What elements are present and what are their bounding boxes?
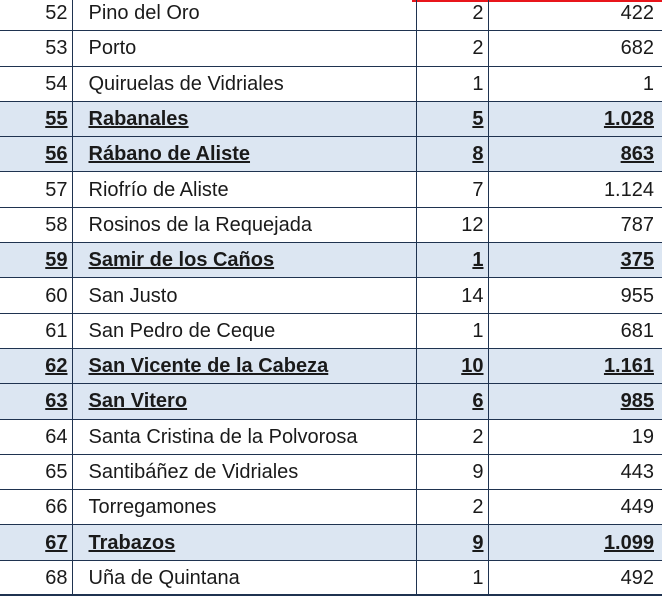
population-text: 681 <box>620 319 654 342</box>
municipality-name-cell[interactable] <box>72 490 416 525</box>
municipality-name-text: Porto <box>88 37 137 60</box>
row-number-text: 60 <box>45 284 68 307</box>
count-cell[interactable] <box>416 243 488 278</box>
population-cell[interactable] <box>488 137 662 172</box>
table-row <box>0 101 662 136</box>
row-number-text: 59 <box>45 249 68 272</box>
table-row <box>0 348 662 383</box>
population-text: 955 <box>620 284 654 307</box>
count-cell[interactable] <box>416 384 488 419</box>
count-text: 6 <box>472 390 484 413</box>
row-number-cell[interactable] <box>0 243 72 278</box>
municipality-name-text: Rabanales <box>88 108 189 131</box>
population-cell[interactable] <box>488 172 662 207</box>
row-number-text: 54 <box>45 72 68 95</box>
row-number-cell[interactable] <box>0 525 72 560</box>
population-cell[interactable] <box>488 207 662 242</box>
count-cell[interactable] <box>416 278 488 313</box>
municipality-name-text: Samir de los Caños <box>88 249 275 272</box>
municipality-name-text: Santibáñez de Vidriales <box>88 461 299 483</box>
table-row <box>0 384 662 419</box>
table-row <box>0 454 662 489</box>
municipality-name-cell[interactable] <box>72 313 416 348</box>
row-number-cell[interactable] <box>0 66 72 101</box>
population-text: 422 <box>620 2 654 25</box>
row-number-text: 65 <box>45 461 68 483</box>
count-text: 2 <box>472 425 484 448</box>
row-number-text: 61 <box>45 319 68 342</box>
population-cell[interactable] <box>488 66 662 101</box>
row-number-text: 68 <box>45 566 68 589</box>
row-number-text: 66 <box>45 496 68 519</box>
table-row <box>0 525 662 560</box>
population-cell[interactable] <box>488 0 662 31</box>
table-row <box>0 490 662 525</box>
count-cell[interactable] <box>416 490 488 525</box>
row-number-cell[interactable] <box>0 278 72 313</box>
count-cell[interactable] <box>416 348 488 383</box>
population-cell[interactable] <box>488 313 662 348</box>
municipality-name-cell[interactable] <box>72 278 416 313</box>
row-number-cell[interactable] <box>0 0 72 31</box>
municipality-name-text: Uña de Quintana <box>88 566 240 589</box>
population-text: 492 <box>620 566 654 589</box>
municipality-name-text: San Pedro de Ceque <box>88 319 276 342</box>
row-number-text: 57 <box>45 178 68 201</box>
population-text: 985 <box>620 390 654 413</box>
table-row <box>0 560 662 595</box>
count-text: 12 <box>461 213 484 236</box>
municipality-name-text: San Vicente de la Cabeza <box>88 355 329 378</box>
table-row <box>0 172 662 207</box>
municipality-name-text: Riofrío de Aliste <box>88 178 229 201</box>
row-number-text: 62 <box>45 355 68 378</box>
population-cell[interactable] <box>488 278 662 313</box>
population-text: 19 <box>631 425 654 448</box>
population-text: 1.161 <box>603 355 654 378</box>
count-cell[interactable] <box>416 525 488 560</box>
table-row <box>0 419 662 454</box>
row-number-cell[interactable] <box>0 419 72 454</box>
row-number-text: 53 <box>45 37 68 60</box>
row-number-cell[interactable] <box>0 101 72 136</box>
population-text: 375 <box>620 249 654 272</box>
municipality-name-cell[interactable] <box>72 172 416 207</box>
municipality-name-text: Rábano de Aliste <box>88 143 251 166</box>
municipality-name-cell[interactable] <box>72 0 416 31</box>
table-row <box>0 313 662 348</box>
municipality-name-cell[interactable] <box>72 560 416 595</box>
count-text: 2 <box>472 37 484 60</box>
count-text: 5 <box>472 108 484 131</box>
municipality-name-cell[interactable] <box>72 348 416 383</box>
table-row <box>0 243 662 278</box>
population-text: 449 <box>620 496 654 519</box>
count-cell[interactable] <box>416 560 488 595</box>
count-cell[interactable] <box>416 313 488 348</box>
count-cell[interactable] <box>416 137 488 172</box>
population-text: 443 <box>620 461 654 483</box>
municipality-name-text: San Vitero <box>88 390 188 413</box>
table-row <box>0 0 662 31</box>
table-row <box>0 207 662 242</box>
row-number-cell[interactable] <box>0 31 72 66</box>
count-text: 10 <box>461 355 484 378</box>
municipality-name-cell[interactable] <box>72 525 416 560</box>
population-cell[interactable] <box>488 243 662 278</box>
municipality-name-cell[interactable] <box>72 454 416 489</box>
municipality-name-cell[interactable] <box>72 137 416 172</box>
population-text: 1.124 <box>603 178 654 201</box>
population-text: 863 <box>620 143 654 166</box>
count-text: 1 <box>472 72 484 95</box>
count-text: 1 <box>472 319 484 342</box>
population-cell[interactable] <box>488 560 662 595</box>
municipality-name-text: Quiruelas de Vidriales <box>88 72 284 95</box>
next-row-edge <box>0 594 662 600</box>
municipality-name-text: Trabazos <box>88 531 176 554</box>
count-cell[interactable] <box>416 207 488 242</box>
municipality-name-cell[interactable] <box>72 384 416 419</box>
municipality-name-cell[interactable] <box>72 66 416 101</box>
count-cell[interactable] <box>416 0 488 31</box>
row-number-text: 67 <box>45 531 68 554</box>
municipality-name-cell[interactable] <box>72 31 416 66</box>
population-cell[interactable] <box>488 348 662 383</box>
row-number-cell[interactable] <box>0 313 72 348</box>
table-row <box>0 31 662 66</box>
population-text: 1 <box>642 72 654 95</box>
municipality-name-cell[interactable] <box>72 243 416 278</box>
count-cell[interactable] <box>416 101 488 136</box>
population-text: 1.099 <box>603 531 654 554</box>
count-text: 2 <box>472 2 484 25</box>
count-cell[interactable] <box>416 454 488 489</box>
count-cell[interactable] <box>416 419 488 454</box>
count-cell[interactable] <box>416 172 488 207</box>
count-text: 14 <box>461 284 484 307</box>
count-text: 7 <box>472 178 484 201</box>
table-row <box>0 278 662 313</box>
count-text: 1 <box>472 566 484 589</box>
population-cell[interactable] <box>488 419 662 454</box>
municipality-name-cell[interactable] <box>72 101 416 136</box>
row-number-cell[interactable] <box>0 560 72 595</box>
population-cell[interactable] <box>488 490 662 525</box>
population-cell[interactable] <box>488 101 662 136</box>
row-number-cell[interactable] <box>0 207 72 242</box>
count-text: 1 <box>472 249 484 272</box>
municipality-name-cell[interactable] <box>72 207 416 242</box>
population-text: 787 <box>620 213 654 236</box>
municipality-name-text: San Justo <box>88 284 178 307</box>
population-text: 1.028 <box>603 108 654 131</box>
count-text: 8 <box>472 143 484 166</box>
population-text: 682 <box>620 37 654 60</box>
table-row <box>0 137 662 172</box>
row-number-cell[interactable] <box>0 348 72 383</box>
table-row <box>0 66 662 101</box>
row-number-text: 63 <box>45 390 68 413</box>
count-text: 9 <box>472 461 484 483</box>
population-cell[interactable] <box>488 454 662 489</box>
population-cell[interactable] <box>488 384 662 419</box>
municipality-name-text: Pino del Oro <box>88 2 200 25</box>
row-number-cell[interactable] <box>0 490 72 525</box>
count-cell[interactable] <box>416 31 488 66</box>
municipality-name-cell[interactable] <box>72 419 416 454</box>
row-number-cell[interactable] <box>0 454 72 489</box>
population-cell[interactable] <box>488 31 662 66</box>
row-number-text: 52 <box>45 2 68 25</box>
row-number-cell[interactable] <box>0 172 72 207</box>
row-number-text: 64 <box>45 425 68 448</box>
row-number-cell[interactable] <box>0 384 72 419</box>
count-cell[interactable] <box>416 66 488 101</box>
row-number-text: 55 <box>45 108 68 131</box>
municipality-name-text: Santa Cristina de la Polvorosa <box>88 425 358 448</box>
municipality-name-text: Torregamones <box>88 496 217 519</box>
municipality-name-text: Rosinos de la Requejada <box>88 213 312 236</box>
row-number-cell[interactable] <box>0 137 72 172</box>
row-number-text: 58 <box>45 213 68 236</box>
row-number-text: 56 <box>45 143 68 166</box>
count-text: 2 <box>472 496 484 519</box>
population-cell[interactable] <box>488 525 662 560</box>
count-text: 9 <box>472 531 484 554</box>
